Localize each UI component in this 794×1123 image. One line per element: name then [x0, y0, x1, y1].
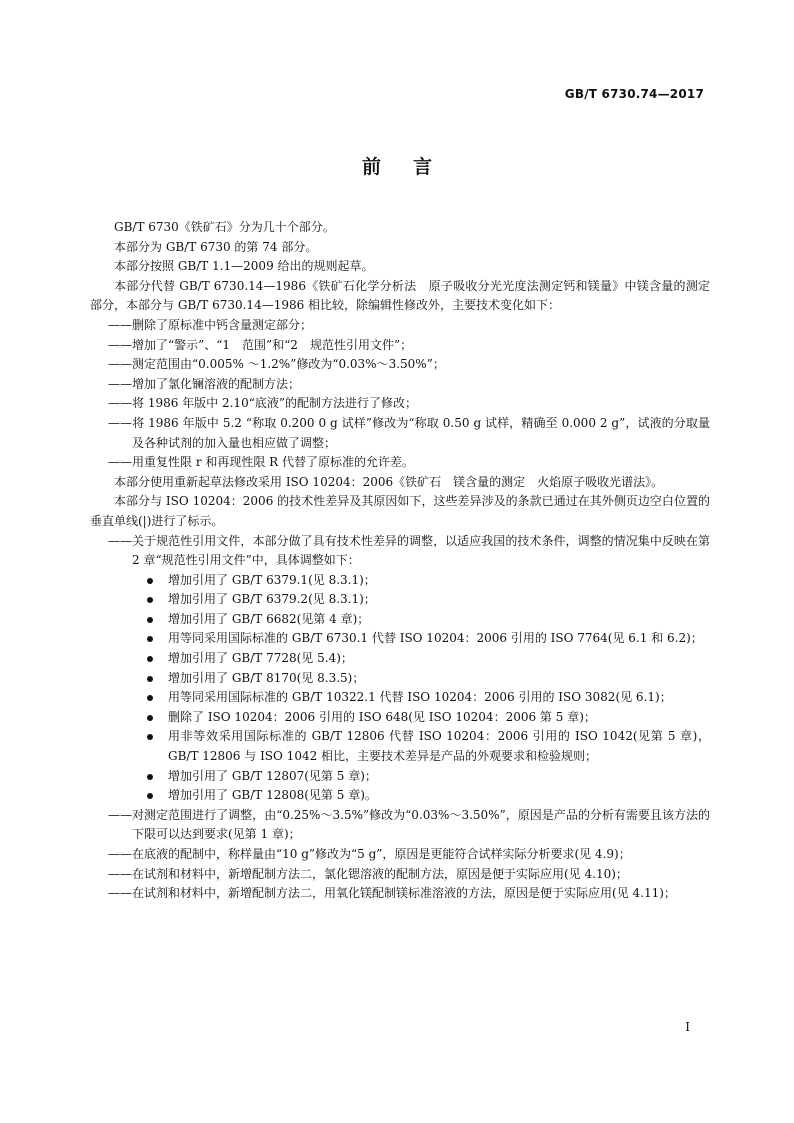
change-text: 将 1986 年版中 5.2 “称取 0.200 0 g 试样”修改为“称取 0.50 g 试样，精确至 0.000 2 g”，试液的分取量及各种试剂的加入量也相应做了调整； — [132, 415, 710, 450]
standard-number: GB/T 6730.74—2017 — [564, 87, 704, 101]
list-item: 增加引用了 GB/T 12808(见第 5 章)。 — [90, 786, 710, 806]
intro-paragraph: GB/T 6730《铁矿石》分为几十个部分。 — [114, 220, 335, 234]
difference-item — [90, 845, 710, 865]
list-item: 增加引用了 GB/T 6379.2(见 8.3.1)； — [90, 590, 710, 610]
change-text: 增加了“警示”、“1 范围”和“2 规范性引用文件”； — [132, 337, 413, 352]
intro-paragraph: 本部分按照 GB/T 1.1—2009 给出的规则起草。 — [114, 259, 374, 274]
dash-mark: —— — [108, 317, 132, 332]
page-title: 前言 — [361, 156, 464, 178]
change-item — [90, 394, 710, 414]
change-text: 测定范围由“0.005% ～1.2%”修改为“0.03%～3.50%”； — [132, 357, 445, 372]
dash-mark: —— — [108, 455, 132, 470]
change-item — [90, 375, 710, 395]
difference-item — [90, 532, 710, 571]
difference-item — [90, 884, 710, 904]
list-item: 增加引用了 GB/T 12807(见第 5 章)； — [90, 767, 710, 787]
change-item — [90, 316, 710, 336]
reference-adjustments-list — [90, 571, 710, 806]
difference-paragraph: 本部分与 ISO 10204：2006 的技术性差异及其原因如下，这些差异涉及的条款已通过在其外侧页边空白位置的垂直单线(|)进行了标示。 — [90, 494, 710, 528]
dash-mark: —— — [108, 376, 132, 391]
change-item — [90, 453, 710, 473]
adoption-paragraph: 本部分使用重新起草法修改采用 ISO 10204：2006《铁矿石 镁含量的测定 火焰原子吸收光谱法》。 — [114, 474, 664, 489]
difference-text: 关于规范性引用文件，本部分做了具有技术性差异的调整，以适应我国的技术条件，调整的情况集中反映在第 2 章“规范性引用文件”中，具体调整如下： — [132, 533, 710, 568]
list-item: 增加引用了 GB/T 7728(见 5.4)； — [90, 649, 710, 669]
dash-mark: —— — [108, 533, 132, 548]
difference-text: 在试剂和材料中，新增配制方法二，用氧化镁配制镁标准溶液的方法，原因是便于实际应用(见 4.11)； — [132, 886, 676, 901]
list-item: 用等同采用国际标准的 GB/T 6730.1 代替 ISO 10204：2006 引用的 ISO 7764(见 6.1 和 6.2)； — [90, 629, 710, 649]
change-text: 删除了原标准中钙含量测定部分； — [132, 317, 313, 332]
dash-mark: —— — [108, 886, 132, 901]
difference-text: 在底液的配制中，称样量由“10 g”修改为“5 g”，原因是更能符合试样实际分析要求(见 4.9)； — [132, 847, 631, 861]
page-number: I — [685, 1020, 690, 1034]
list-item: 用等同采用国际标准的 GB/T 10322.1 代替 ISO 10204：2006 引用的 ISO 3082(见 6.1)； — [90, 688, 710, 708]
dash-mark: —— — [108, 396, 132, 411]
difference-item — [90, 806, 710, 845]
dash-mark: —— — [108, 807, 132, 822]
change-item — [90, 355, 710, 375]
dash-mark: —— — [108, 847, 132, 861]
change-text: 将 1986 年版中 2.10“底液”的配制方法进行了修改； — [132, 396, 417, 411]
dash-mark: —— — [108, 415, 132, 430]
intro-paragraph: 本部分代替 GB/T 6730.14—1986《铁矿石化学分析法 原子吸收分光光度法测定钙和镁量》中镁含量的测定部分，本部分与 GB/T 6730.14—1986 相比较，除编辑性修改外，主要技术变化如下： — [90, 278, 710, 313]
dash-mark: —— — [108, 357, 132, 372]
dash-mark: —— — [108, 337, 132, 352]
list-item: 用非等效采用国际标准的 GB/T 12806 代替 ISO 10204：2006 引用的 ISO 1042(见第 5 章)，GB/T 12806 与 ISO 1042 相比，主要技术差异是产品的外观要求和检验规则； — [90, 727, 710, 766]
list-item: 增加引用了 GB/T 6379.1(见 8.3.1)； — [90, 571, 710, 591]
list-item: 删除了 ISO 10204：2006 引用的 ISO 648(见 ISO 10204：2006 第 5 章)； — [90, 708, 710, 728]
list-item: 增加引用了 GB/T 6682(见第 4 章)； — [90, 610, 710, 630]
change-item — [90, 336, 710, 356]
intro-paragraph: 本部分为 GB/T 6730 的第 74 部分。 — [114, 239, 318, 254]
difference-text: 对测定范围进行了调整，由“0.25%～3.5%”修改为“0.03%～3.50%”，原因是产品的分析有需要且该方法的下限可以达到要求(见第 1 章)； — [132, 807, 710, 842]
difference-text: 在试剂和材料中，新增配制方法二，氯化锶溶液的配制方法，原因是便于实际应用(见 4.10)； — [132, 866, 628, 881]
change-text: 用重复性限 r 和再现性限 R 代替了原标准的允许差。 — [132, 455, 415, 470]
change-item — [90, 414, 710, 453]
difference-item — [90, 865, 710, 885]
change-text: 增加了氯化镧溶液的配制方法； — [132, 376, 301, 391]
document-body — [90, 218, 710, 904]
dash-mark: —— — [108, 866, 132, 881]
list-item: 增加引用了 GB/T 8170(见 8.3.5)； — [90, 669, 710, 689]
